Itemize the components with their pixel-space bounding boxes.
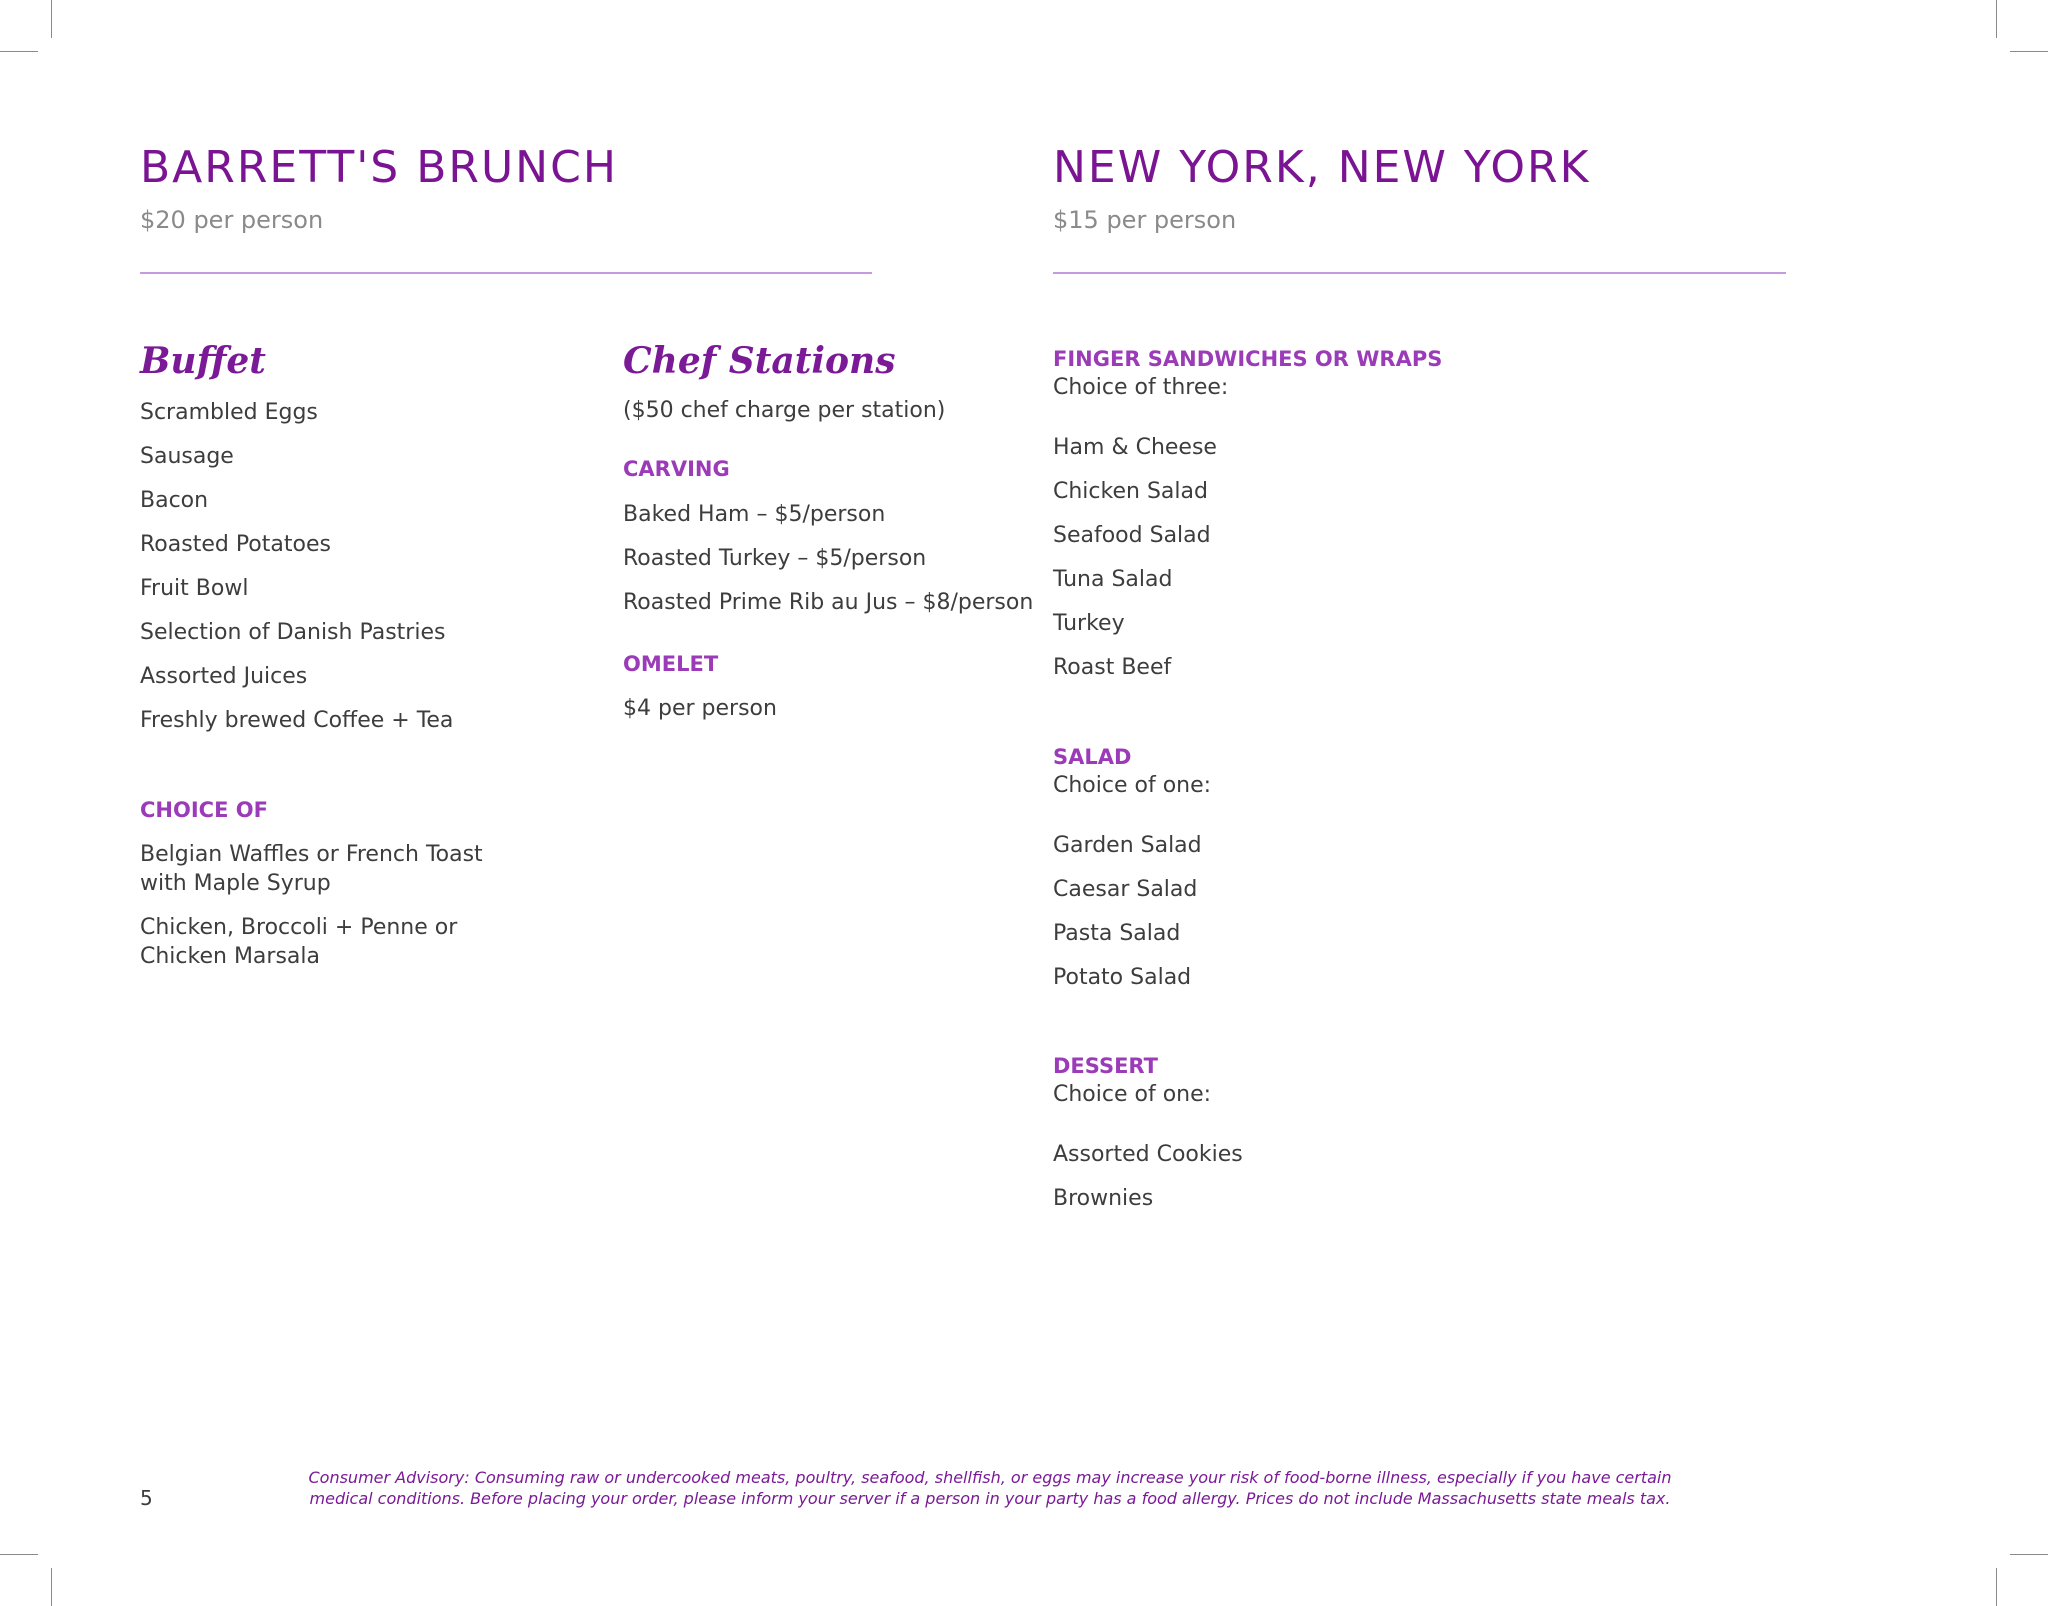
dessert-heading: DESSERT <box>1053 1054 1158 1078</box>
sandwich-item: Turkey <box>1053 611 1125 636</box>
buffet-heading: Buffet <box>140 340 266 382</box>
omelet-price: $4 per person <box>623 696 777 721</box>
carving-item: Baked Ham – $5/person <box>623 502 886 527</box>
menu-price: $15 per person <box>1053 206 1237 234</box>
choice-item-line: with Maple Syrup <box>140 871 331 896</box>
chef-stations-heading: Chef Stations <box>623 340 896 382</box>
crop-mark <box>1996 0 1997 38</box>
choice-of-list <box>140 840 483 971</box>
dessert-item: Brownies <box>1053 1186 1154 1211</box>
salad-item: Garden Salad <box>1053 833 1202 858</box>
buffet-item: Fruit Bowl <box>140 576 249 601</box>
sandwiches-list <box>1053 433 1217 682</box>
salad-list <box>1053 831 1202 992</box>
carving-item: Roasted Prime Rib au Jus – $8/person <box>623 590 1034 615</box>
crop-mark <box>51 1568 52 1606</box>
crop-mark <box>51 0 52 38</box>
crop-mark <box>0 1554 38 1555</box>
salad-item: Potato Salad <box>1053 965 1192 990</box>
carving-heading: CARVING <box>623 457 730 481</box>
advisory-line: Consumer Advisory: Consuming raw or undercooked meats, poultry, seafood, shellfish, or eggs may increase your risk of food-borne illness, especially if you have certain <box>308 1468 1672 1487</box>
divider-rule <box>1053 272 1786 274</box>
choice-of-heading: CHOICE OF <box>140 798 268 822</box>
chef-charge-note: ($50 chef charge per station) <box>623 398 946 423</box>
divider-rule <box>140 272 872 274</box>
crop-mark <box>2010 51 2048 52</box>
menu-title-barretts-brunch: BARRETT'S BRUNCH <box>140 142 618 193</box>
sandwich-item: Seafood Salad <box>1053 523 1211 548</box>
page-number: 5 <box>140 1486 153 1510</box>
salad-item: Pasta Salad <box>1053 921 1181 946</box>
buffet-item: Assorted Juices <box>140 664 308 689</box>
buffet-item: Bacon <box>140 488 209 513</box>
carving-item: Roasted Turkey – $5/person <box>623 546 927 571</box>
sandwiches-choice: Choice of three: <box>1053 375 1229 400</box>
crop-mark <box>0 51 38 52</box>
buffet-item: Sausage <box>140 444 234 469</box>
omelet-heading: OMELET <box>623 652 719 676</box>
crop-mark <box>2010 1554 2048 1555</box>
salad-choice: Choice of one: <box>1053 773 1212 798</box>
choice-item-line: Chicken, Broccoli + Penne or <box>140 915 458 940</box>
sandwich-item: Chicken Salad <box>1053 479 1208 504</box>
menu-price: $20 per person <box>140 206 324 234</box>
advisory-line: medical conditions. Before placing your order, please inform your server if a person in your party has a food allergy. Prices do not include Massachusetts state meals tax. <box>309 1489 1671 1508</box>
buffet-item: Roasted Potatoes <box>140 532 331 557</box>
buffet-item: Freshly brewed Coffee + Tea <box>140 708 454 733</box>
carving-list <box>623 500 1033 617</box>
dessert-item: Assorted Cookies <box>1053 1142 1243 1167</box>
sandwich-item: Tuna Salad <box>1053 567 1173 592</box>
choice-item-line: Chicken Marsala <box>140 944 320 969</box>
choice-item-line: Belgian Waffles or French Toast <box>140 842 483 867</box>
sandwich-item: Roast Beef <box>1053 655 1172 680</box>
dessert-list <box>1053 1140 1243 1213</box>
buffet-list <box>140 398 453 735</box>
menu-title-new-york: NEW YORK, NEW YORK <box>1053 142 1591 193</box>
salad-item: Caesar Salad <box>1053 877 1198 902</box>
buffet-item: Scrambled Eggs <box>140 400 318 425</box>
salad-heading: SALAD <box>1053 745 1132 769</box>
consumer-advisory <box>250 1467 1730 1509</box>
buffet-item: Selection of Danish Pastries <box>140 620 446 645</box>
dessert-choice: Choice of one: <box>1053 1082 1212 1107</box>
crop-mark <box>1996 1568 1997 1606</box>
sandwiches-heading: FINGER SANDWICHES OR WRAPS <box>1053 347 1443 371</box>
sandwich-item: Ham & Cheese <box>1053 435 1217 460</box>
